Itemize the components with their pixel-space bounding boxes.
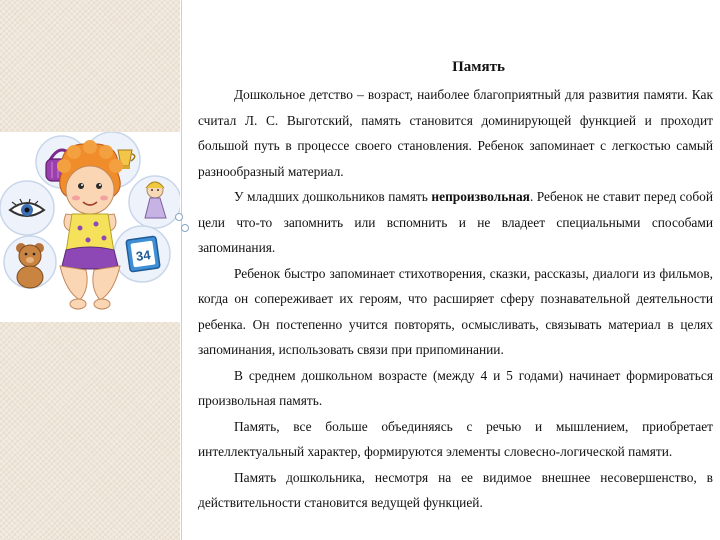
connector-dot — [181, 224, 189, 232]
paragraph: Дошкольное детство – возраст, наиболее благоприятный для развития памяти. Как считал Л. С. Выготский, память становится доминирующей функцией и проходит большой путь в процессе своего становления. Ребенок запоминает с легкостью самый разнообразный материал. — [198, 87, 713, 179]
panel-divider — [181, 0, 182, 540]
paragraph-text: . Ребенок не ставит перед собой цели что-то запомнить или вспомнить и не владеет специальными способами запоминания. — [198, 189, 713, 255]
child-memory-illustration — [0, 132, 180, 322]
paragraph-text: У младших дошкольников память — [234, 189, 432, 204]
paragraph: В среднем дошкольном возрасте (между 4 и 5 годами) начинает формироваться произвольная память. — [198, 367, 713, 408]
page-title: Память — [452, 59, 505, 75]
child-figure — [57, 140, 123, 309]
paragraph — [198, 184, 713, 261]
article-body — [198, 58, 713, 516]
paragraph: Память, все больше объединяясь с речью и мышлением, приобретает интеллектуальный характер, формируются элементы словесно-логической памяти. — [198, 418, 713, 459]
connector-dot — [175, 213, 183, 221]
illustration-svg — [0, 132, 180, 322]
card-number-label: 34 — [135, 247, 152, 264]
paragraph: Память дошкольника, несмотря на ее видимое внешнее несовершенство, в действительности становится ведущей функцией. — [198, 469, 713, 510]
emphasis-term: непроизвольная — [431, 189, 530, 204]
paragraph: Ребенок быстро запоминает стихотворения, сказки, рассказы, диалоги из фильмов, когда он сопереживает их героям, что расширяет сферу познавательной деятельности ребенка. Он постепенно учится повторять, осмысливать, связывать материал в целях запоминания, использовать связи при припоминании. — [198, 265, 713, 357]
